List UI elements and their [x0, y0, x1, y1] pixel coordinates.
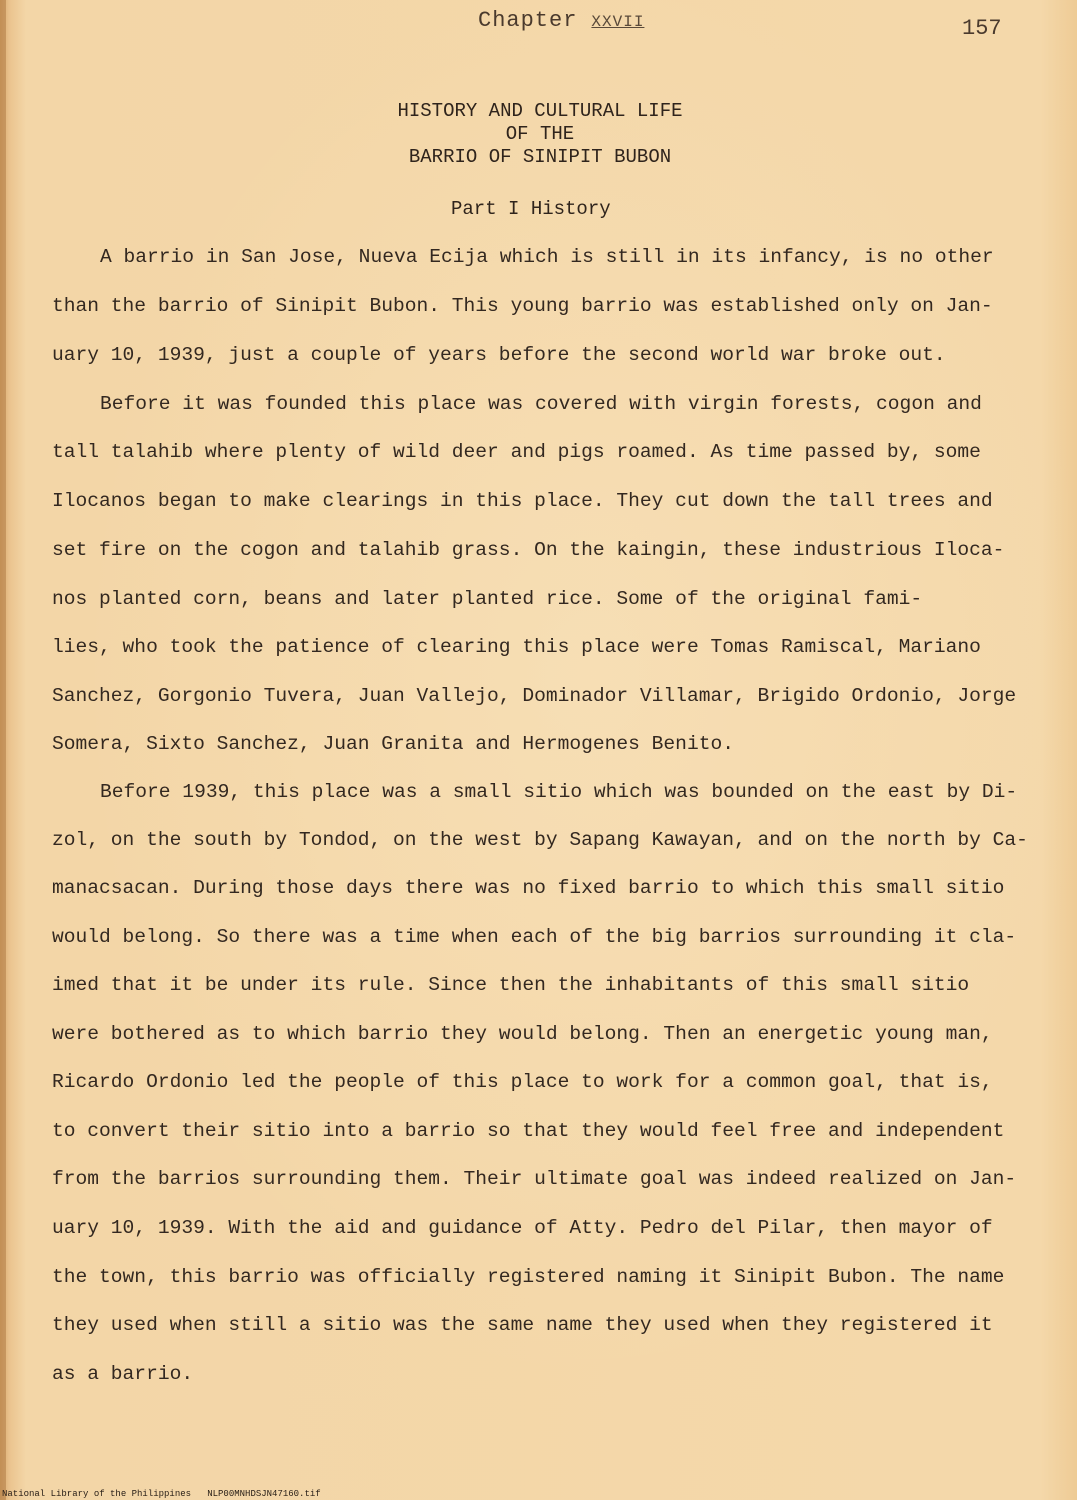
text-line: Sanchez, Gorgonio Tuvera, Juan Vallejo, Dominador Villamar, Brigido Ordonio, Jorge [52, 685, 1017, 707]
text-line: the town, this barrio was officially registered naming it Sinipit Bubon. The name [52, 1266, 1005, 1288]
text-line: as a barrio. [52, 1363, 194, 1385]
text-line: A barrio in San Jose, Nueva Ecija which is still in its infancy, is no other [100, 246, 994, 268]
text-line: from the barrios surrounding them. Their ultimate goal was indeed realized on Jan- [52, 1168, 1017, 1190]
text-line: were bothered as to which barrio they would belong. Then an energetic young man, [52, 1023, 993, 1045]
text-line: imed that it be under its rule. Since then the inhabitants of this small sitio [52, 974, 970, 996]
title-line-3: BARRIO OF SINIPIT BUBON [408, 146, 672, 168]
footer-file-id: NLP00MNHDSJN47160.tif [207, 1489, 321, 1499]
page-edge-shadow [0, 0, 6, 1500]
text-line: uary 10, 1939, just a couple of years before the second world war broke out. [52, 344, 946, 366]
title-line-2: OF THE [505, 123, 575, 145]
chapter-header [478, 8, 644, 33]
text-line: than the barrio of Sinipit Bubon. This young barrio was established only on Jan- [52, 295, 993, 317]
text-line: set fire on the cogon and talahib grass. On the kaingin, these industrious Iloca- [52, 539, 1005, 561]
text-line: manacsacan. During those days there was no fixed barrio to which this small sitio [52, 877, 1005, 899]
text-line: lies, who took the patience of clearing this place were Tomas Ramiscal, Mariano [52, 636, 981, 658]
scan-metadata [2, 1489, 321, 1499]
text-line: Before it was founded this place was covered with virgin forests, cogon and [100, 393, 982, 415]
text-line: Somera, Sixto Sanchez, Juan Granita and Hermogenes Benito. [52, 733, 734, 755]
part-heading: Part I History [451, 198, 611, 220]
text-line: Before 1939, this place was a small sitio which was bounded on the east by Di- [100, 781, 1018, 803]
document-title [380, 100, 700, 169]
text-line: they used when still a sitio was the same name they used when they registered it [52, 1314, 993, 1336]
title-line-1: HISTORY AND CULTURAL LIFE [397, 100, 683, 122]
chapter-number: XXVII [591, 13, 645, 31]
text-line: to convert their sitio into a barrio so that they would feel free and independent [52, 1120, 1005, 1142]
text-line: Ilocanos began to make clearings in this place. They cut down the tall trees and [52, 490, 993, 512]
chapter-label: Chapter [478, 8, 578, 33]
text-line: uary 10, 1939. With the aid and guidance of Atty. Pedro del Pilar, then mayor of [52, 1217, 993, 1239]
text-line: would belong. So there was a time when each of the big barrios surrounding it cla- [52, 926, 1017, 948]
footer-institution: National Library of the Philippines [2, 1489, 192, 1499]
text-line: tall talahib where plenty of wild deer and pigs roamed. As time passed by, some [52, 441, 981, 463]
text-line: nos planted corn, beans and later planted rice. Some of the original fami- [52, 588, 923, 610]
text-line: Ricardo Ordonio led the people of this place to work for a common goal, that is, [52, 1071, 993, 1093]
text-line: zol, on the south by Tondod, on the west by Sapang Kawayan, and on the north by Ca- [52, 829, 1028, 851]
page-number: 157 [962, 16, 1002, 41]
